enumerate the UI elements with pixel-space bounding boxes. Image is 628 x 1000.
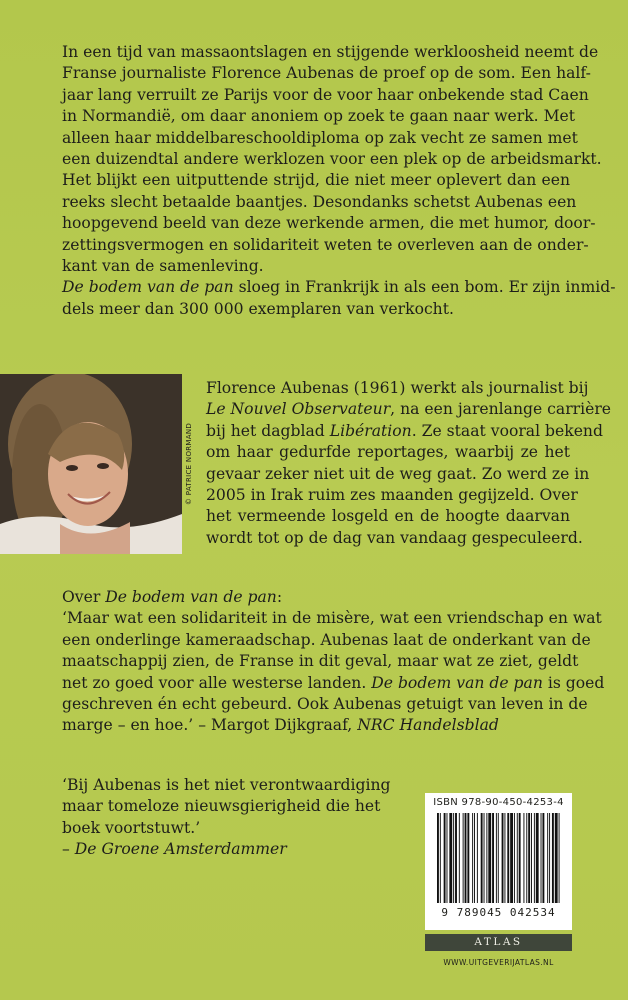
text-segment: is goed xyxy=(542,673,605,692)
barcode-bar xyxy=(536,813,539,903)
text-segment: . Ze staat vooral bekend xyxy=(411,421,603,440)
newspaper-title-italic: NRC Handelsblad xyxy=(357,716,499,735)
barcode-bar xyxy=(477,813,478,903)
blurb-paragraph xyxy=(62,42,616,320)
barcode-bar xyxy=(463,813,464,903)
book-title-italic: De bodem van de pan xyxy=(62,278,234,297)
barcode-bar xyxy=(528,813,530,903)
text-segment: bij het dagblad xyxy=(206,421,330,440)
review-quote-groene xyxy=(62,775,392,861)
barcode-bar xyxy=(531,813,532,903)
barcode-bar xyxy=(526,813,527,903)
text-segment: , na een jarenlange carrière xyxy=(390,400,612,419)
text-line: Het blijkt een uitputtende strijd, die niet meer oplevert dan een xyxy=(62,171,570,190)
barcode-bar xyxy=(467,813,469,903)
photo-credit: © PATRICE NORMAND xyxy=(185,422,193,506)
book-title-italic: De bodem van de pan xyxy=(371,673,543,692)
author-bio-paragraph xyxy=(206,378,612,549)
barcode-bar xyxy=(453,813,454,903)
text-line: jaar lang verruilt ze Parijs voor de voor haar onbekende stad Caen xyxy=(62,85,589,104)
barcode-bar xyxy=(534,813,535,903)
barcode-bar xyxy=(507,813,509,903)
magazine-title-italic: Le Nouvel Observateur xyxy=(206,400,391,419)
publisher-logo: ATLAS xyxy=(425,934,572,951)
text-line: reeks slecht betaalde baantjes. Desondanks schetst Aubenas een xyxy=(62,192,577,211)
text-segment: : xyxy=(276,588,283,606)
isbn-label: ISBN 978-90-450-4253-4 xyxy=(433,797,564,808)
barcode-bar xyxy=(437,813,439,903)
text-line: om haar gedurfde reportages, waarbij ze het xyxy=(206,443,570,462)
text-line: Florence Aubenas (1961) werkt als journalist bij xyxy=(206,379,589,397)
barcode-bars xyxy=(435,813,562,905)
barcode-bar xyxy=(440,813,441,903)
text-line xyxy=(62,673,605,694)
barcode-bar xyxy=(510,813,513,903)
barcode-bar xyxy=(484,813,485,903)
text-line: maar tomeloze nieuwsgierigheid die het xyxy=(62,797,381,816)
ean-digits: 9 789045 042534 xyxy=(441,906,556,919)
text-line: in Normandië, om daar anoniem op zoek te gaan naar werk. Met xyxy=(62,107,576,126)
text-line: In een tijd van massaontslagen en stijgende werkloosheid neemt de xyxy=(62,43,599,61)
barcode-bar xyxy=(449,813,452,903)
barcode-bar xyxy=(492,813,494,903)
text-line: 2005 in Irak ruim zes maanden gegijzeld. Over xyxy=(206,486,578,505)
text-line: ‘Bij Aubenas is het niet verontwaardiging xyxy=(62,776,391,794)
barcode-bar xyxy=(559,813,560,903)
book-title-italic: De bodem van de pan xyxy=(105,588,277,606)
barcode-bar xyxy=(455,813,457,903)
text-line: wordt tot op de dag van vandaag gespeculeerd. xyxy=(206,528,583,547)
barcode-bar xyxy=(519,813,521,903)
review-quote-nrc xyxy=(62,587,605,737)
text-line: gevaar zeker niet uit de weg gaat. Zo werd ze in xyxy=(206,464,590,483)
barcode-bar xyxy=(498,813,499,903)
text-line xyxy=(62,277,616,298)
barcode-bar xyxy=(552,813,554,903)
text-line: dels meer dan 300 000 exemplaren van verkocht. xyxy=(62,299,454,318)
text-line: kant van de samenleving. xyxy=(62,257,264,276)
barcode-bar xyxy=(523,813,524,903)
barcode-bar xyxy=(459,813,460,903)
text-line: boek voortstuwt.’ xyxy=(62,818,201,837)
text-line: een duizendtal andere werklozen voor een plek op de arbeidsmarkt. xyxy=(62,150,602,169)
text-line xyxy=(62,715,570,736)
barcode-bar xyxy=(465,813,467,903)
quote-heading xyxy=(62,587,570,608)
quote-attribution xyxy=(62,839,392,860)
barcode-bar xyxy=(502,813,504,903)
barcode-bar xyxy=(488,813,491,903)
text-segment: Over xyxy=(62,588,106,606)
newspaper-title-italic: Libération xyxy=(329,421,412,440)
barcode-bar xyxy=(447,813,448,903)
text-line: een onderlinge kameraadschap. Aubenas laat de onderkant van de xyxy=(62,630,591,649)
text-line: het vermeende losgeld en de hoogte daarvan xyxy=(206,507,570,526)
text-line: Franse journaliste Florence Aubenas de proef op de som. Een half- xyxy=(62,64,591,83)
text-line: ‘Maar wat een solidariteit in de misère, wat een vriendschap en wat xyxy=(62,609,602,628)
text-line: zettingsvermogen en solidariteit weten te overleven aan de onder- xyxy=(62,235,589,254)
barcode-bar xyxy=(474,813,475,903)
text-segment: – xyxy=(62,840,75,859)
text-segment: net zo goed voor alle westerse landen. xyxy=(62,673,372,692)
barcode-bar xyxy=(547,813,548,903)
barcode-bar xyxy=(517,813,518,903)
barcode-bar xyxy=(514,813,515,903)
barcode-bar xyxy=(542,813,544,903)
text-line: geschreven én echt gebeurd. Ook Aubenas getuigt van leven in de xyxy=(62,695,588,714)
author-photo xyxy=(0,374,182,554)
barcode-bar xyxy=(496,813,497,903)
text-line xyxy=(206,399,612,420)
barcode-bar xyxy=(481,813,483,903)
barcode-bar xyxy=(549,813,550,903)
barcode-bar xyxy=(486,813,487,903)
barcode-bar xyxy=(504,813,505,903)
text-segment: marge – en hoe.’ – Margot Dijkgraaf, xyxy=(62,716,358,735)
barcode-bar xyxy=(472,813,473,903)
text-line: hoopgevend beeld van deze werkende armen, die met humor, door- xyxy=(62,214,596,233)
text-line: alleen haar middelbareschooldiploma op zak vecht ze samen met xyxy=(62,128,578,147)
barcode-bar xyxy=(444,813,446,903)
isbn-barcode xyxy=(425,793,572,930)
magazine-title-italic: De Groene Amsterdammer xyxy=(74,840,287,859)
text-segment: sloeg in Frankrijk in als een bom. Er zijn inmid- xyxy=(233,278,616,297)
text-line: maatschappij zien, de Franse in dit geval, maar wat ze ziet, geldt xyxy=(62,652,579,671)
barcode-bar xyxy=(555,813,558,903)
text-line xyxy=(206,421,603,442)
barcode-bar xyxy=(541,813,542,903)
publisher-url[interactable]: WWW.UITGEVERIJATLAS.NL xyxy=(443,958,554,967)
